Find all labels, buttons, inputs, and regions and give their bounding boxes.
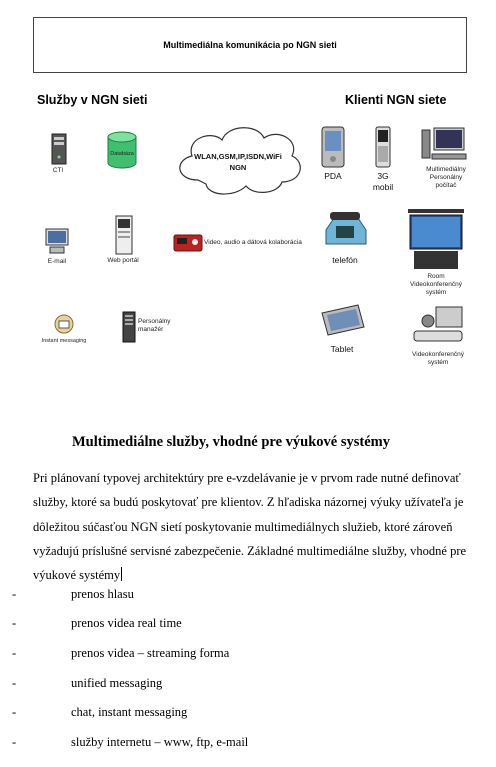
pc-label-1: Multimediálny (426, 166, 466, 173)
web-portal-server-icon (113, 215, 135, 255)
collaboration-label: Video, audio a dátová kolaborácia (204, 239, 302, 246)
list-item-text: prenos hlasu (71, 587, 134, 601)
paragraph-line: služby, ktoré sa budú poskytovať pre klientov. Z hľadiska názornej výuky užívateľa je (33, 495, 464, 510)
list-item (0, 705, 496, 723)
list-item-text: prenos videa real time (71, 616, 182, 630)
telephone-label: telefón (332, 255, 358, 265)
mobile-label-2: mobil (372, 182, 394, 192)
mobile-phone-icon (374, 126, 392, 168)
videoconference-system-icon (410, 305, 466, 345)
paragraph-last-line (33, 563, 493, 587)
list-item-text: služby internetu – www, ftp, e-mail (71, 735, 249, 749)
paragraph-line: výukové systémy (33, 568, 121, 583)
list-item (0, 587, 496, 605)
email-label: E-mail (47, 258, 67, 265)
collaboration-device-icon (173, 232, 203, 254)
bullet-dash: - (12, 616, 17, 630)
mobile-label-1: 3G (377, 171, 389, 181)
list-item (0, 646, 496, 664)
video-label-2: systém (427, 359, 449, 366)
database-label: Databáza (110, 151, 134, 157)
section-heading: Multimediálne služby, vhodné pre výukové systémy (72, 434, 390, 450)
email-computer-icon (44, 228, 70, 256)
tablet-label: Tablet (330, 344, 354, 354)
intro-paragraph (33, 466, 493, 587)
telephone-icon (322, 208, 368, 248)
pda-icon (320, 126, 346, 168)
list-item-text: prenos videa – streaming forma (71, 646, 230, 660)
figure-title: Multimediálna komunikácia po NGN sieti (33, 17, 467, 73)
cti-server-icon (50, 133, 68, 165)
video-label-1: Videokonferenčný (412, 351, 464, 358)
room-videoconference-icon (404, 207, 468, 271)
list-item (0, 676, 496, 694)
services-heading: Služby v NGN sieti (37, 93, 148, 107)
bullet-dash: - (12, 735, 17, 749)
cloud-label-networks: WLAN,GSM,IP,ISDN,WiFi (194, 152, 282, 161)
multimedia-pc-icon (420, 126, 468, 162)
bullet-dash: - (12, 646, 17, 660)
paragraph-line: dôležitou súčasťou NGN sietí poskytovanie multimediálnych služieb, ktoré zároveň (33, 519, 453, 534)
bullet-dash: - (12, 676, 17, 690)
list-item-text: chat, instant messaging (71, 705, 188, 719)
clients-heading: Klienti NGN siete (345, 93, 447, 107)
bullet-dash: - (12, 705, 17, 719)
room-label-1: Room (427, 273, 445, 280)
paragraph-line: vyžadujú príslušné servisné zabezpečenie. Základné multimediálne služby, vhodné pre (33, 543, 467, 558)
personal-manager-label-1: Personálny (138, 318, 171, 325)
cti-label: CTI (52, 167, 64, 174)
pc-label-3: počítač (435, 182, 457, 189)
room-label-3: systém (425, 289, 447, 296)
ngn-figure (0, 0, 496, 380)
pda-label: PDA (324, 171, 342, 181)
cloud-label-ngn: NGN (229, 163, 247, 172)
list-item (0, 735, 496, 753)
text-cursor (121, 567, 122, 581)
room-label-2: Videokonferenčný (410, 281, 462, 288)
web-portal-label: Web portál (107, 257, 139, 264)
personal-manager-server-icon (121, 311, 137, 343)
list-item-text: unified messaging (71, 676, 163, 690)
instant-messaging-label: Instant messaging (41, 338, 87, 344)
personal-manager-label-2: manažér (138, 326, 164, 333)
pc-label-2: Personálny (429, 174, 463, 181)
bullet-dash: - (12, 587, 17, 601)
instant-messaging-icon (53, 313, 75, 335)
tablet-icon (318, 303, 366, 337)
list-item (0, 616, 496, 634)
paragraph-line: Pri plánovaní typovej architektúry pre e-vzdelávanie je v prvom rade nutné definovať (33, 471, 461, 485)
